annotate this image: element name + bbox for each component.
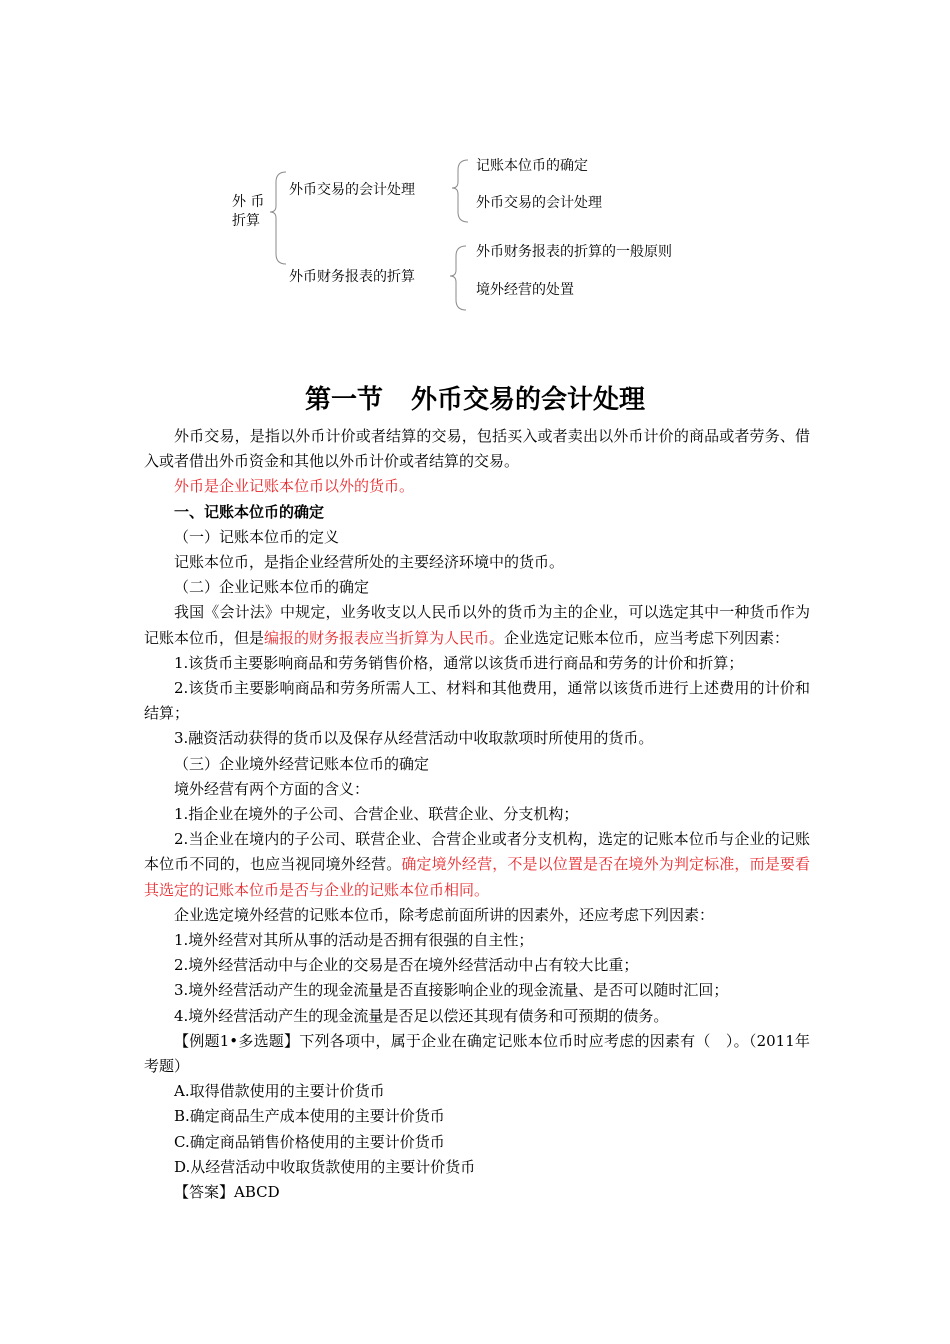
foreign-factor-2: 2.境外经营活动中与企业的交易是否在境外经营活动中占有较大比重； [174, 956, 639, 975]
option-d: D.从经营活动中收取货款使用的主要计价货币 [174, 1157, 476, 1176]
factor-2: 2.该货币主要影响商品和劳务所需人工、材料和其他费用，通常以该货币进行上述费用的计价和结算； [144, 679, 810, 723]
meaning-1: 1.指企业在境外的子公司、合营企业、联营企业、分支机构； [174, 805, 579, 824]
section-title-number: 第一节 [304, 385, 383, 415]
factor-3: 3.融资活动获得的货币以及保存从经营活动中收取款项时所使用的货币。 [174, 729, 654, 748]
tree-branch2-child-1: 外币财务报表的折算的一般原则 [476, 244, 672, 260]
tree-root-line1: 外 币 [232, 194, 265, 210]
option-b: B.确定商品生产成本使用的主要计价货币 [174, 1107, 445, 1126]
s2-text-red: 编报的财务报表应当折算为人民币。 [264, 628, 505, 647]
tree-branch1-child-2: 外币交易的会计处理 [476, 195, 602, 211]
tree-branch2-child-2: 境外经营的处置 [476, 282, 574, 298]
branch2-bracket [450, 246, 466, 310]
definition-red: 外币是企业记账本位币以外的货币。 [174, 477, 415, 496]
heading-1: 一、记账本位币的确定 [174, 502, 325, 521]
s2-text-a: 我国《会计法》中规定，业务收支以人民币以外的货币为主的企业，可以选定其中一种货币作为记账本位币，但是 [144, 603, 810, 647]
subheading-3-text: 境外经营有两个方面的含义： [174, 779, 370, 798]
document-body [144, 424, 810, 1205]
section-title [0, 382, 950, 418]
subheading-1-text: 记账本位币，是指企业经营所处的主要经济环境中的货币。 [174, 553, 565, 572]
foreign-factor-1: 1.境外经营对其所从事的活动是否拥有很强的自主性； [174, 931, 534, 950]
option-a: A.取得借款使用的主要计价货币 [174, 1082, 385, 1101]
subheading-2-text [144, 600, 810, 650]
example-text: 下列各项中，属于企业在确定记账本位币时应考虑的因素有（ ）。（2011年考题） [144, 1031, 810, 1076]
tree-branch2: 外币财务报表的折算 [289, 269, 415, 285]
option-c: C.确定商品销售价格使用的主要计价货币 [174, 1132, 445, 1151]
intro-paragraph: 外币交易，是指以外币计价或者结算的交易，包括买入或者卖出以外币计价的商品或者劳务、借入或者借出外币资金和其他以外币计价或者结算的交易。 [144, 427, 810, 471]
root-bracket [270, 172, 286, 264]
subheading-2: （二）企业记账本位币的确定 [174, 578, 370, 597]
foreign-factor-3: 3.境外经营活动产生的现金流量是否直接影响企业的现金流量、是否可以随时汇回； [174, 981, 729, 1000]
section-title-text: 外币交易的会计处理 [411, 385, 646, 415]
example-question [144, 1029, 810, 1079]
tree-root-line2: 折算 [232, 213, 260, 229]
answer: 【答案】ABCD [174, 1183, 280, 1202]
meaning-2-red: 确定境外经营，不是以位置是否在境外为判定标准，而是要看其选定的记账本位币是否与企业的记账本位币相同。 [144, 855, 810, 899]
meaning-2 [144, 827, 810, 903]
factor-1: 1.该货币主要影响商品和劳务销售价格，通常以该货币进行商品和劳务的计价和折算； [174, 653, 744, 672]
foreign-factors-intro: 企业选定境外经营的记账本位币，除考虑前面所讲的因素外，还应考虑下列因素： [174, 905, 715, 924]
tree-brackets [0, 0, 950, 340]
example-label: 【例题1•多选题】 [174, 1031, 300, 1050]
tree-branch1-child-1: 记账本位币的确定 [476, 158, 588, 174]
foreign-factor-4: 4.境外经营活动产生的现金流量是否足以偿还其现有债务和可预期的债务。 [174, 1006, 669, 1025]
s2-text-b: 企业选定记账本位币，应当考虑下列因素： [504, 628, 790, 647]
branch1-bracket [452, 160, 468, 222]
subheading-1: （一）记账本位币的定义 [174, 527, 340, 546]
subheading-3: （三）企业境外经营记账本位币的确定 [174, 754, 430, 773]
tree-branch1: 外币交易的会计处理 [289, 182, 415, 198]
meaning-2-text: 2.当企业在境内的子公司、联营企业、合营企业或者分支机构，选定的记账本位币与企业的记账本位币不同的，也应当视同境外经营。 [144, 830, 810, 874]
